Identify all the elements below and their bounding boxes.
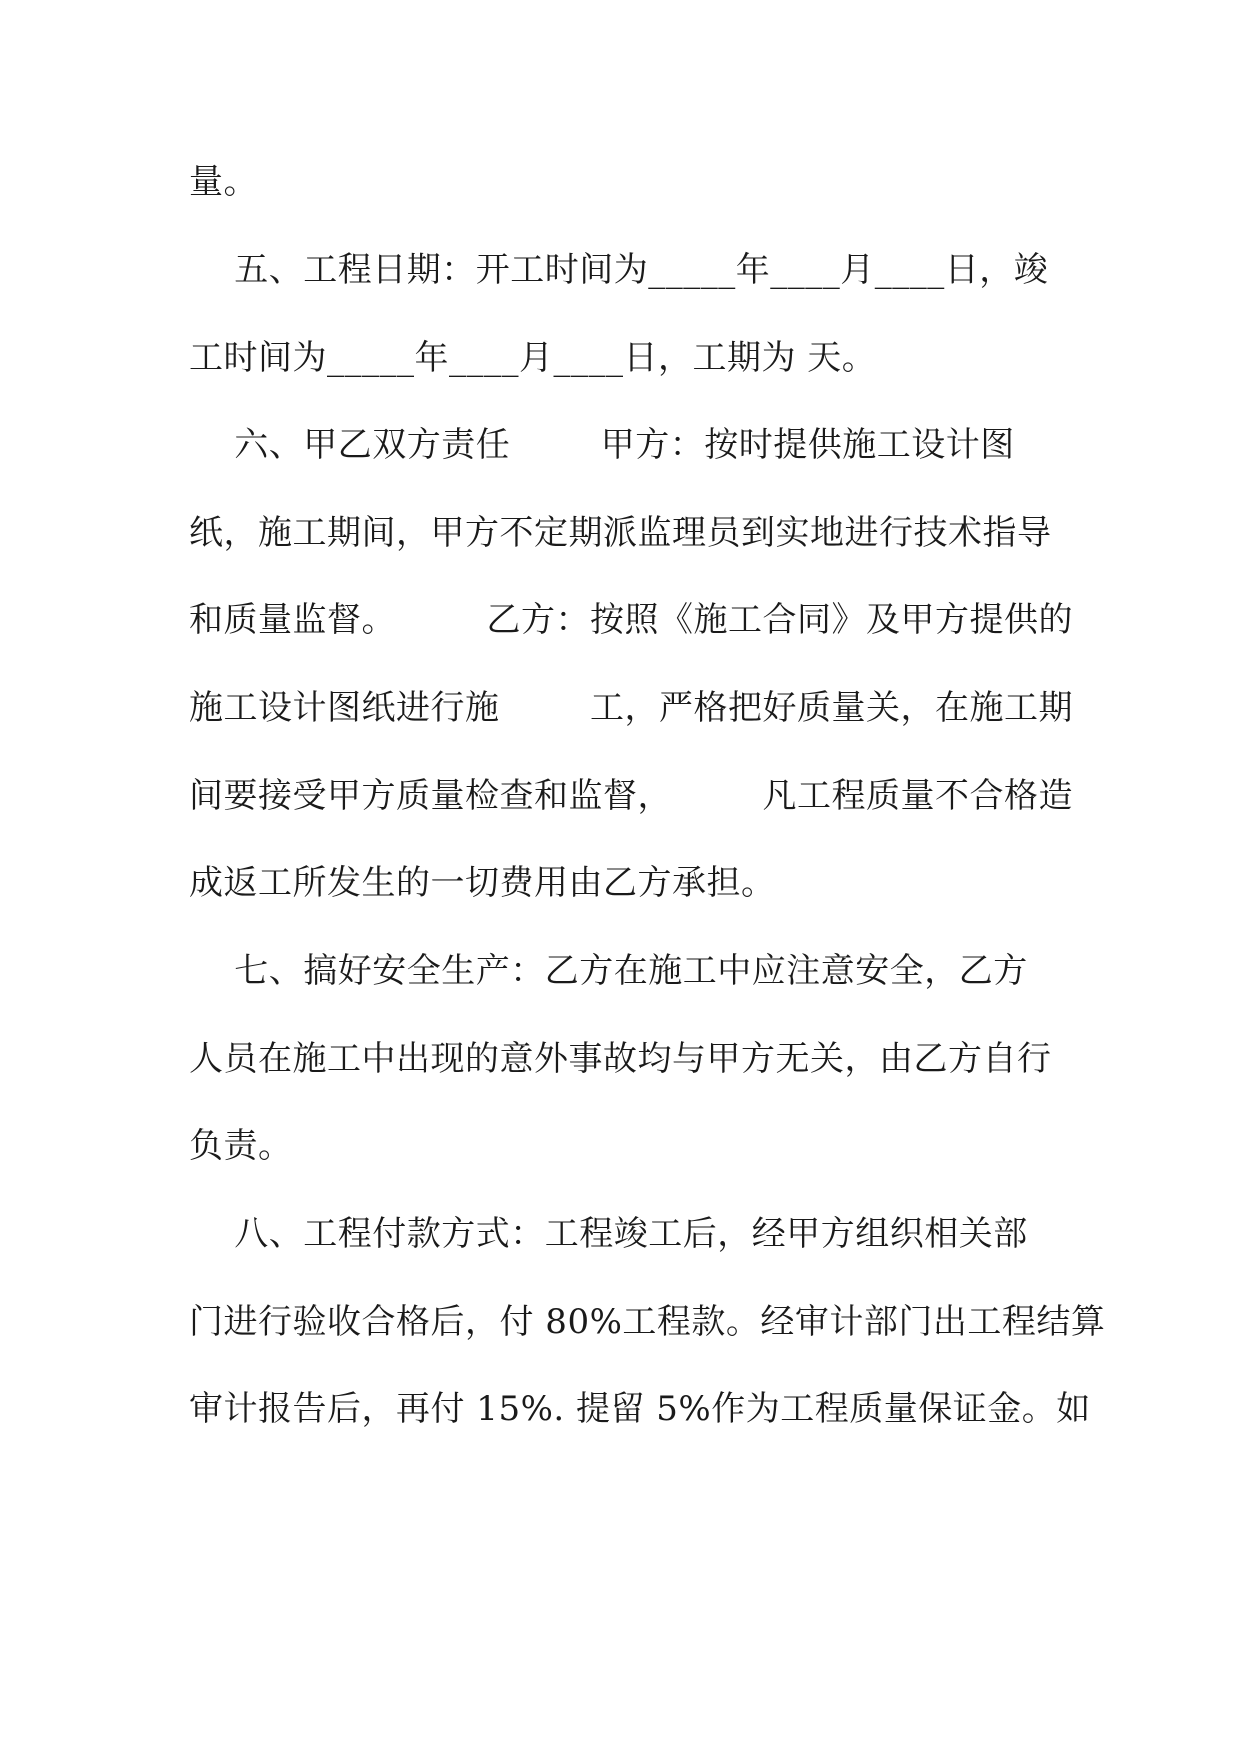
text-line: 五、工程日期：开工时间为_____年____月____日，竣 <box>189 250 1049 290</box>
text-line: 七、搞好安全生产：乙方在施工中应注意安全，乙方 <box>189 951 1028 991</box>
text-line: 六、甲乙双方责任 甲方：按时提供施工设计图 <box>189 425 1015 465</box>
text-line: 八、工程付款方式：工程竣工后，经甲方组织相关部 <box>189 1214 1028 1254</box>
text-line: 间要接受甲方质量检查和监督， 凡工程质量不合格造 <box>189 776 1073 816</box>
text-line: 工时间为_____年____月____日，工期为 天。 <box>189 338 877 378</box>
text-line: 和质量监督。 乙方：按照《施工合同》及甲方提供的 <box>189 600 1073 640</box>
text-line: 负责。 <box>189 1126 293 1166</box>
text-line: 纸，施工期间，甲方不定期派监理员到实地进行技术指导 <box>189 513 1052 553</box>
text-line: 审计报告后，再付 15%. 提留 5%作为工程质量保证金。如 <box>189 1389 1091 1429</box>
text-line: 成返工所发生的一切费用由乙方承担。 <box>189 863 776 903</box>
text-line: 人员在施工中出现的意外事故均与甲方无关，由乙方自行 <box>189 1039 1052 1079</box>
text-line: 量。 <box>189 162 258 202</box>
text-line: 门进行验收合格后，付 80%工程款。经审计部门出工程结算 <box>189 1302 1106 1342</box>
text-line: 施工设计图纸进行施 工，严格把好质量关，在施工期 <box>189 688 1073 728</box>
